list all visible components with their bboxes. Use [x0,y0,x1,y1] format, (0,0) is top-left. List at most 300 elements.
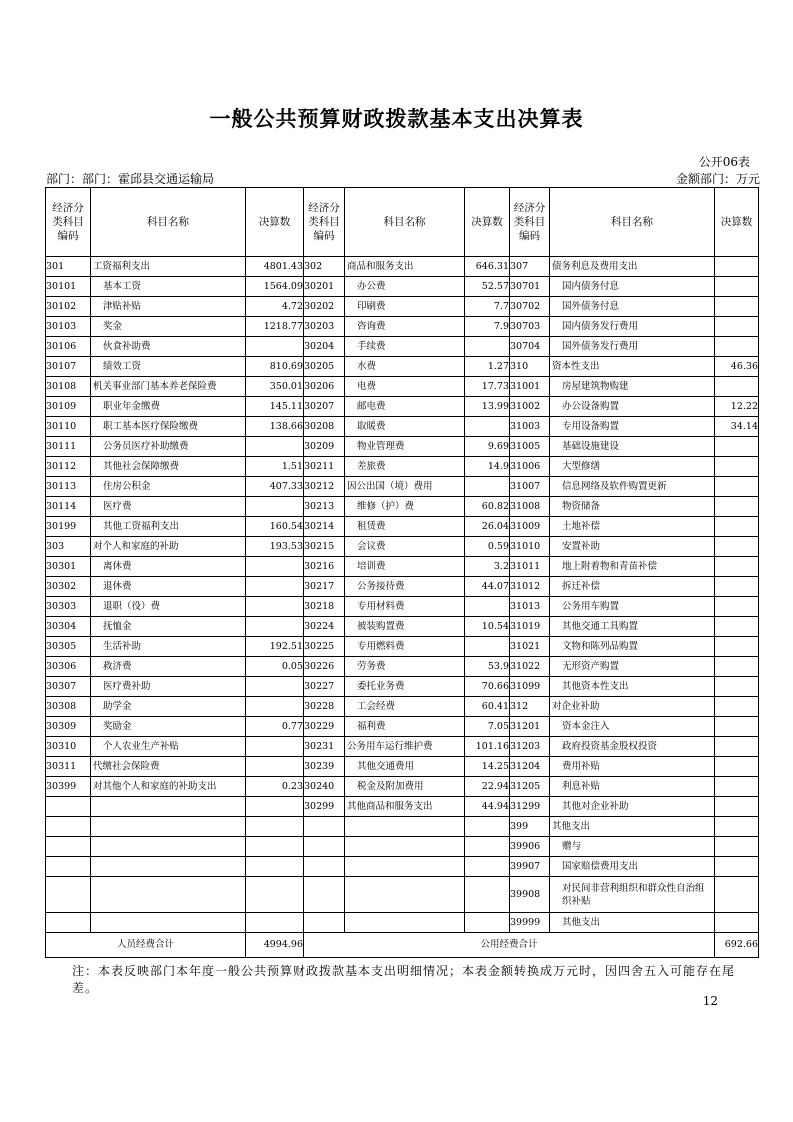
cell-code [46,877,91,913]
table-row [46,377,759,397]
table-row [46,557,759,577]
cell-code: 39907 [510,857,550,877]
cell-value [246,757,304,777]
cell-name: 其他支出 [550,817,715,837]
cell-value [246,817,304,837]
cell-code: 31011 [510,557,550,577]
cell-name: 生活补助 [91,637,246,657]
cell-name: 委托业务费 [345,677,465,697]
cell-value [715,477,759,497]
cell-code [304,877,345,913]
cell-value [246,497,304,517]
cell-name: 土地补偿 [550,517,715,537]
cell-name: 其他支出 [550,913,715,933]
cell-value [715,677,759,697]
cell-code: 31001 [510,377,550,397]
cell-value: 407.33 [246,477,304,497]
table-row [46,637,759,657]
cell-value [715,577,759,597]
cell-value: 53.9 [465,657,510,677]
table-row [46,417,759,437]
cell-name: 电费 [345,377,465,397]
cell-code: 30101 [46,277,91,297]
personnel-total-label: 人员经费合计 [46,933,246,958]
cell-value: 192.51 [246,637,304,657]
table-row [46,737,759,757]
cell-value: 0.77 [246,717,304,737]
header-value: 决算数 [465,188,510,257]
cell-code: 31019 [510,617,550,637]
cell-value [246,557,304,577]
header-row [46,188,759,257]
table-row [46,437,759,457]
cell-name: 奖励金 [91,717,246,737]
cell-value [715,837,759,857]
cell-value: 14.9 [465,457,510,477]
cell-name: 大型修缮 [550,457,715,477]
table-row [46,577,759,597]
cell-name: 专用材料费 [345,597,465,617]
cell-name [345,913,465,933]
cell-code: 30301 [46,557,91,577]
cell-name: 资本金注入 [550,717,715,737]
header-code: 经济分类科目编码 [510,188,550,257]
cell-value [715,517,759,537]
expenditure-table [45,187,759,958]
cell-name: 因公出国（境）费用 [345,477,465,497]
cell-name: 安置补助 [550,537,715,557]
cell-value [465,597,510,617]
cell-code: 30303 [46,597,91,617]
cell-value: 7.05 [465,717,510,737]
cell-code: 30112 [46,457,91,477]
cell-name: 公务用车购置 [550,597,715,617]
cell-value [246,913,304,933]
cell-name: 福利费 [345,717,465,737]
cell-value: 14.25 [465,757,510,777]
cell-name: 物业管理费 [345,437,465,457]
cell-name: 基础设施建设 [550,437,715,457]
table-row [46,677,759,697]
cell-value: 7.7 [465,297,510,317]
cell-value: 1218.77 [246,317,304,337]
cell-name: 专用燃料费 [345,637,465,657]
cell-code: 303 [46,537,91,557]
cell-name: 伙食补助费 [91,337,246,357]
cell-code: 39999 [510,913,550,933]
cell-name: 其他资本性支出 [550,677,715,697]
cell-code: 30702 [510,297,550,317]
cell-code: 31099 [510,677,550,697]
cell-code: 30224 [304,617,345,637]
table-row [46,657,759,677]
cell-name: 劳务费 [345,657,465,677]
cell-name [345,877,465,913]
cell-code: 30399 [46,777,91,797]
unit-label: 金额部门：万元 [675,172,760,186]
cell-code: 30239 [304,757,345,777]
cell-value: 9.69 [465,437,510,457]
cell-code: 31006 [510,457,550,477]
table-row [46,277,759,297]
cell-code: 30108 [46,377,91,397]
cell-name: 代缴社会保险费 [91,757,246,777]
header-value: 决算数 [246,188,304,257]
cell-code: 30201 [304,277,345,297]
table-body [46,257,759,933]
cell-name: 国外债务发行费用 [550,337,715,357]
cell-value: 7.9 [465,317,510,337]
cell-value [715,617,759,637]
cell-value [715,637,759,657]
footnote: 注：本表反映部门本年度一般公共预算财政拨款基本支出明细情况；本表金额转换成万元时，因四舍五入可能存在尾差。 [72,964,736,995]
table-row [46,397,759,417]
cell-code: 31205 [510,777,550,797]
cell-name: 公务员医疗补助缴费 [91,437,246,457]
cell-code: 399 [510,817,550,837]
cell-code: 30199 [46,517,91,537]
cell-code: 30218 [304,597,345,617]
table-row [46,597,759,617]
cell-value [465,877,510,913]
cell-code: 30231 [304,737,345,757]
cell-value [715,317,759,337]
cell-code: 31005 [510,437,550,457]
cell-name [345,817,465,837]
cell-value: 101.16 [465,737,510,757]
cell-name: 抚恤金 [91,617,246,637]
cell-value [246,797,304,817]
table-row [46,913,759,933]
cell-name: 绩效工资 [91,357,246,377]
cell-value [246,737,304,757]
cell-code: 30304 [46,617,91,637]
cell-code: 30213 [304,497,345,517]
cell-code: 30215 [304,537,345,557]
cell-name: 其他交通费用 [345,757,465,777]
cell-name: 咨询费 [345,317,465,337]
cell-value: 4.72 [246,297,304,317]
public-total-value: 692.66 [715,933,759,958]
cell-value: 145.11 [246,397,304,417]
cell-name: 被装购置费 [345,617,465,637]
cell-name: 对企业补助 [550,697,715,717]
cell-name: 医疗费补助 [91,677,246,697]
cell-name: 个人农业生产补贴 [91,737,246,757]
table-row [46,457,759,477]
cell-value: 1.27 [465,357,510,377]
cell-value [246,837,304,857]
cell-name: 资本性支出 [550,357,715,377]
cell-value: 60.82 [465,497,510,517]
cell-value [246,437,304,457]
cell-name: 对民间非营利组织和群众性自治组织补贴 [550,877,715,913]
cell-value: 44.94 [465,797,510,817]
cell-code: 39908 [510,877,550,913]
cell-code: 30102 [46,297,91,317]
cell-name: 退职（役）费 [91,597,246,617]
cell-name: 会议费 [345,537,465,557]
cell-code: 30227 [304,677,345,697]
cell-value [715,537,759,557]
cell-code: 30107 [46,357,91,377]
cell-name: 物资储备 [550,497,715,517]
cell-name: 培训费 [345,557,465,577]
department-label: 部门：部门：霍邱县交通运输局 [46,172,215,186]
cell-code: 312 [510,697,550,717]
cell-value [715,657,759,677]
cell-value: 34.14 [715,417,759,437]
cell-name: 房屋建筑物购建 [550,377,715,397]
table-row [46,837,759,857]
header-code: 经济分类科目编码 [304,188,345,257]
table-row [46,497,759,517]
cell-value [246,677,304,697]
cell-value: 10.54 [465,617,510,637]
table-row [46,697,759,717]
header-value: 决算数 [715,188,759,257]
cell-name [91,797,246,817]
public-total-label: 公用经费合计 [304,933,715,958]
table-row [46,617,759,637]
cell-name: 基本工资 [91,277,246,297]
cell-value [715,797,759,817]
table-row [46,797,759,817]
cell-code: 301 [46,257,91,277]
table-row [46,537,759,557]
cell-value: 0.23 [246,777,304,797]
page-number: 12 [702,994,718,1008]
cell-value [465,857,510,877]
cell-code: 30106 [46,337,91,357]
cell-code [304,913,345,933]
table-row [46,257,759,277]
cell-code: 31013 [510,597,550,617]
personnel-total-value: 4994.96 [246,933,304,958]
cell-code: 30228 [304,697,345,717]
cell-code: 30299 [304,797,345,817]
cell-value [715,857,759,877]
cell-code: 30216 [304,557,345,577]
cell-value [465,417,510,437]
cell-value: 12.22 [715,397,759,417]
cell-value [465,337,510,357]
cell-value: 26.04 [465,517,510,537]
cell-value [715,697,759,717]
cell-value: 22.94 [465,777,510,797]
cell-name: 维修（护）费 [345,497,465,517]
cell-value [715,457,759,477]
cell-name: 政府投资基金股权投资 [550,737,715,757]
cell-name: 工会经费 [345,697,465,717]
cell-code: 31008 [510,497,550,517]
cell-name [91,913,246,933]
cell-value: 138.66 [246,417,304,437]
cell-value: 160.54 [246,517,304,537]
cell-name [91,817,246,837]
cell-name: 办公设备购置 [550,397,715,417]
cell-value [715,377,759,397]
cell-code: 31204 [510,757,550,777]
cell-code: 30211 [304,457,345,477]
cell-value: 350.01 [246,377,304,397]
cell-name: 专用设备购置 [550,417,715,437]
cell-value [715,437,759,457]
cell-name: 文物和陈列品购置 [550,637,715,657]
cell-code: 30203 [304,317,345,337]
cell-code: 30103 [46,317,91,337]
cell-code: 30109 [46,397,91,417]
cell-name: 邮电费 [345,397,465,417]
table-row [46,357,759,377]
table-row [46,757,759,777]
cell-code: 30110 [46,417,91,437]
cell-value [715,913,759,933]
cell-code: 30229 [304,717,345,737]
cell-name: 其他对企业补助 [550,797,715,817]
cell-value: 1.51 [246,457,304,477]
cell-code: 31007 [510,477,550,497]
cell-code: 30217 [304,577,345,597]
cell-code: 30310 [46,737,91,757]
cell-name: 印刷费 [345,297,465,317]
cell-value: 4801.43 [246,257,304,277]
cell-value [465,637,510,657]
header-name: 科目名称 [91,188,246,257]
cell-value: 810.69 [246,357,304,377]
cell-code: 30209 [304,437,345,457]
header-name: 科目名称 [550,188,715,257]
cell-value [246,337,304,357]
cell-code: 30309 [46,717,91,737]
cell-code: 30205 [304,357,345,377]
cell-value [465,817,510,837]
table-row [46,857,759,877]
cell-name: 国内债务付息 [550,277,715,297]
cell-code [46,913,91,933]
cell-value: 0.59 [465,537,510,557]
cell-name: 退休费 [91,577,246,597]
cell-code: 31010 [510,537,550,557]
cell-code: 30113 [46,477,91,497]
cell-value [715,737,759,757]
cell-code [304,857,345,877]
cell-name: 机关事业部门基本养老保险费 [91,377,246,397]
cell-value: 193.53 [246,537,304,557]
cell-name: 赠与 [550,837,715,857]
cell-value: 17.73 [465,377,510,397]
cell-name: 救济费 [91,657,246,677]
cell-code: 30114 [46,497,91,517]
cell-name: 地上附着物和青苗补偿 [550,557,715,577]
cell-name: 其他商品和服务支出 [345,797,465,817]
cell-value: 44.07 [465,577,510,597]
cell-name: 其他社会保障缴费 [91,457,246,477]
cell-name: 离休费 [91,557,246,577]
cell-value [715,497,759,517]
table-row [46,817,759,837]
cell-name: 办公费 [345,277,465,297]
cell-value [246,697,304,717]
cell-name: 公务接待费 [345,577,465,597]
cell-code: 39906 [510,837,550,857]
cell-value [715,597,759,617]
cell-value [465,477,510,497]
cell-name: 其他工资福利支出 [91,517,246,537]
cell-name [91,857,246,877]
cell-code: 30308 [46,697,91,717]
cell-value [715,557,759,577]
cell-code: 31021 [510,637,550,657]
cell-name: 工资福利支出 [91,257,246,277]
cell-code: 30704 [510,337,550,357]
cell-name: 取暖费 [345,417,465,437]
cell-name: 国内债务发行费用 [550,317,715,337]
cell-value [715,337,759,357]
cell-name [91,877,246,913]
cell-name: 对个人和家庭的补助 [91,537,246,557]
cell-code: 30208 [304,417,345,437]
cell-value: 13.99 [465,397,510,417]
header-name: 科目名称 [345,188,465,257]
cell-code: 30111 [46,437,91,457]
cell-name: 费用补贴 [550,757,715,777]
cell-code: 30225 [304,637,345,657]
cell-code: 31002 [510,397,550,417]
cell-value [715,817,759,837]
cell-name: 税金及附加费用 [345,777,465,797]
cell-name: 差旅费 [345,457,465,477]
cell-name: 信息网络及软件购置更新 [550,477,715,497]
cell-code [304,837,345,857]
cell-name: 助学金 [91,697,246,717]
cell-name: 公务用车运行维护费 [345,737,465,757]
cell-value: 52.57 [465,277,510,297]
table-row [46,337,759,357]
cell-value [715,257,759,277]
cell-code [46,857,91,877]
cell-code: 30307 [46,677,91,697]
cell-name: 津贴补贴 [91,297,246,317]
table-row [46,317,759,337]
cell-code: 31201 [510,717,550,737]
cell-name: 拆迁补偿 [550,577,715,597]
cell-code: 30302 [46,577,91,597]
cell-code: 30212 [304,477,345,497]
cell-value: 0.05 [246,657,304,677]
cell-value [246,877,304,913]
cell-value: 46.36 [715,357,759,377]
cell-value [715,877,759,913]
cell-name: 手续费 [345,337,465,357]
page-title: 一般公共预算财政拨款基本支出决算表 [209,106,584,131]
cell-value [715,717,759,737]
cell-code: 30202 [304,297,345,317]
cell-code: 30204 [304,337,345,357]
cell-code [46,797,91,817]
cell-name: 奖金 [91,317,246,337]
cell-name: 无形资产购置 [550,657,715,677]
table-row [46,297,759,317]
table-row [46,777,759,797]
cell-value [246,597,304,617]
cell-value [246,577,304,597]
cell-code: 30703 [510,317,550,337]
cell-code: 31203 [510,737,550,757]
cell-code: 30240 [304,777,345,797]
cell-code [46,817,91,837]
cell-name: 租赁费 [345,517,465,537]
